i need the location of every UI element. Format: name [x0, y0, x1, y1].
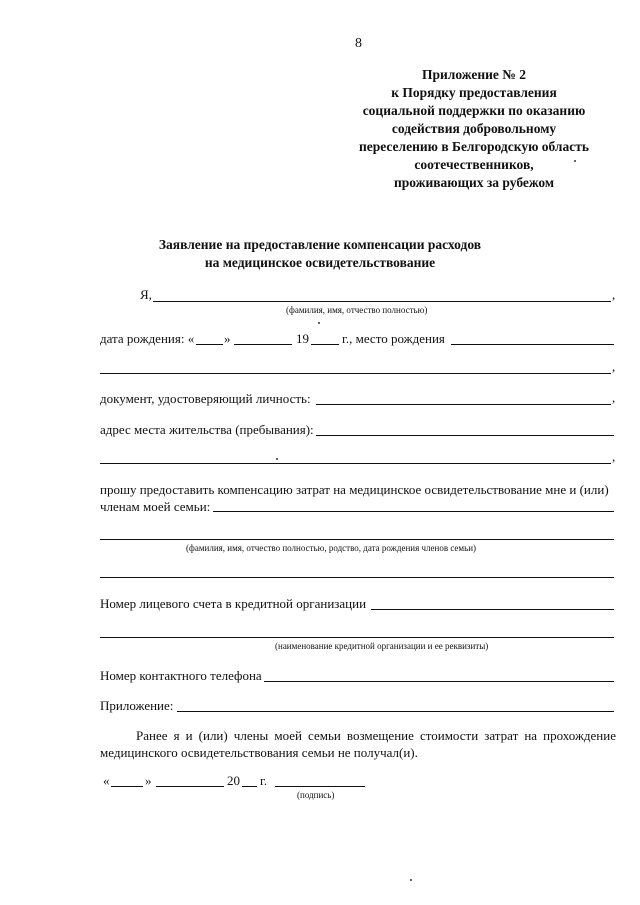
- address-field[interactable]: [316, 435, 614, 436]
- comma: ,: [612, 287, 616, 302]
- bank-field[interactable]: [100, 637, 614, 638]
- address-label: адрес места жительства (пребывания):: [100, 422, 314, 437]
- birth-day-field[interactable]: [196, 344, 223, 345]
- comma: ,: [612, 449, 616, 464]
- fio-hint: (фамилия, имя, отчество полностью): [286, 305, 428, 315]
- annex-line: проживающих за рубежом: [393, 175, 555, 190]
- scan-speck: [574, 160, 576, 162]
- bank-hint: (наименование кредитной организации и ее реквизиты): [275, 641, 489, 651]
- birth-date-label: дата рождения: «: [100, 331, 195, 346]
- comma: ,: [612, 359, 616, 374]
- birthplace-field[interactable]: [451, 344, 614, 345]
- family-field-extra[interactable]: [100, 577, 614, 578]
- document-title: [120, 236, 520, 272]
- attachment-field[interactable]: [177, 711, 614, 712]
- annex-line: к Порядку предоставления: [391, 85, 557, 100]
- request-text: прошу предоставить компенсацию затрат на медицинское освидетельствование мне и (или): [100, 482, 609, 497]
- request-text-continued: членам моей семьи:: [100, 499, 211, 514]
- annex-line: переселению в Белгородскую область: [358, 139, 590, 154]
- address-field-continued[interactable]: [100, 463, 611, 464]
- ya-label: Я,: [140, 287, 152, 302]
- fio-field[interactable]: [153, 301, 611, 302]
- account-field[interactable]: [371, 609, 614, 610]
- id-doc-label: документ, удостоверяющий личность:: [100, 391, 311, 406]
- statement-paragraph: Ранее я и (или) члены моей семьи возмещение стоимости затрат на прохождение медицинского освидетельствования семьи не получал(и).: [100, 728, 616, 760]
- phone-field[interactable]: [264, 681, 614, 682]
- scan-speck: [276, 458, 278, 460]
- year-prefix: 19: [296, 331, 309, 346]
- family-hint: (фамилия, имя, отчество полностью, родство, дата рождения членов семьи): [186, 543, 477, 553]
- annex-line: социальной поддержки по оказанию: [362, 103, 586, 118]
- signature-hint: (подпись): [297, 790, 335, 800]
- birth-date-close: »: [224, 331, 231, 346]
- family-field[interactable]: [213, 511, 614, 512]
- birth-year-field[interactable]: [311, 344, 339, 345]
- date-open-quote: «: [103, 773, 110, 788]
- birthplace-field-continued[interactable]: [100, 373, 611, 374]
- scan-speck: [410, 879, 412, 881]
- birthplace-label: г., место рождения: [342, 331, 445, 346]
- annex-block: [340, 66, 608, 192]
- date-day-field[interactable]: [111, 786, 143, 787]
- date-year-suffix: г.: [260, 773, 268, 788]
- id-doc-field[interactable]: [316, 404, 611, 405]
- date-year-field[interactable]: [242, 786, 257, 787]
- date-close-quote: »: [145, 773, 152, 788]
- signature-field[interactable]: [275, 786, 365, 787]
- annex-heading: Приложение № 2: [422, 67, 526, 82]
- scan-speck: [318, 322, 320, 324]
- annex-line: содействия добровольному: [391, 121, 557, 136]
- phone-label: Номер контактного телефона: [100, 668, 262, 683]
- title-line: Заявление на предоставление компенсации расходов: [158, 237, 482, 252]
- date-year-prefix: 20: [227, 773, 240, 788]
- account-label: Номер лицевого счета в кредитной организации: [100, 596, 367, 611]
- date-month-field[interactable]: [156, 786, 224, 787]
- comma: ,: [612, 390, 616, 405]
- annex-line: соотечественников,: [414, 157, 534, 172]
- attachment-label: Приложение:: [100, 698, 174, 713]
- title-line: на медицинское освидетельствование: [204, 255, 436, 270]
- page-number: 8: [355, 36, 362, 51]
- family-field-continued[interactable]: [100, 539, 614, 540]
- birth-month-field[interactable]: [234, 344, 292, 345]
